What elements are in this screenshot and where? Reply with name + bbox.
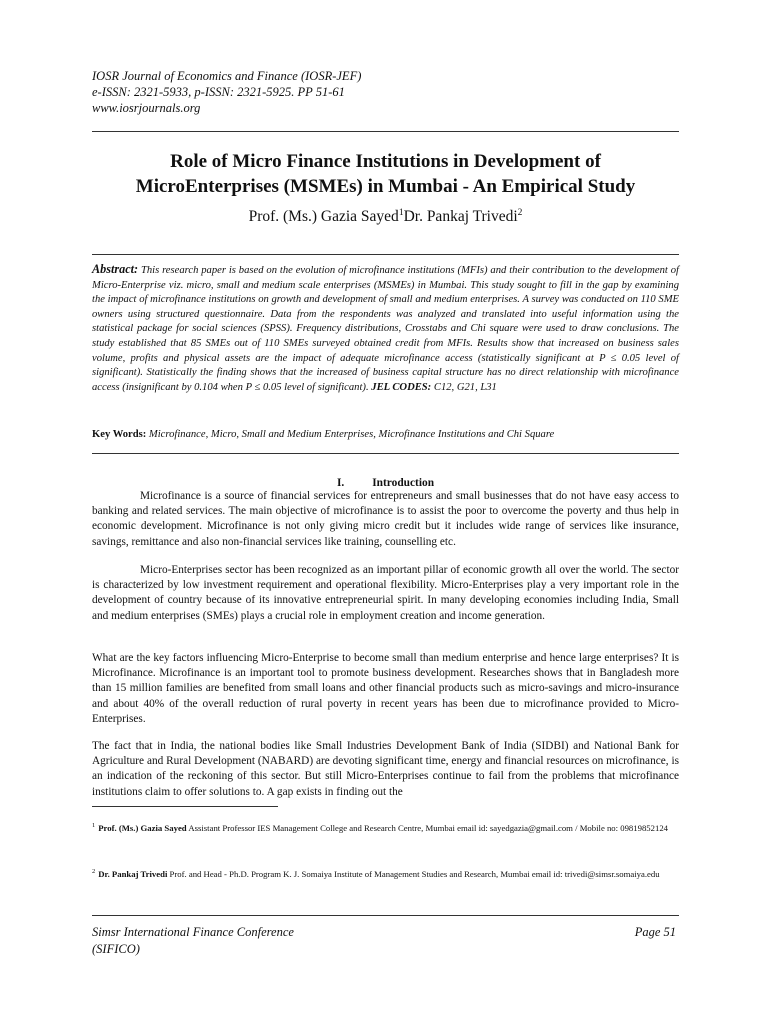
abstract: [92, 262, 679, 395]
author-1-footnote-mark: 1: [398, 208, 404, 218]
journal-header: [92, 68, 682, 116]
paper-title: [92, 149, 679, 199]
footnote-2-text: Prof. and Head - Ph.D. Program K. J. Somaiya Institute of Management Studies and Research, Mumbai email id: trivedi@simsr.somaiya.edu: [169, 869, 660, 879]
body-paragraph: Microfinance is a source of financial services for entrepreneurs and small businesses that do not have easy access to banking and related services. The main objective of microfinance is to assist the poor to overcome the poverty and thus help in economic development. Microfinance is not only giving micro credit but it includes wide range of services like insurance, savings, remittance and also non-financial services like training, counselling etc.: [92, 490, 679, 548]
abstract-bottom-divider: [92, 453, 679, 454]
section-number: I.: [336, 477, 345, 489]
author-1: Prof. (Ms.) Gazia Sayed: [248, 208, 399, 225]
abstract-top-divider: [92, 254, 679, 255]
journal-name: IOSR Journal of Economics and Finance (IOSR-JEF): [92, 69, 362, 83]
footer-conference-line-2: (SIFICO): [92, 942, 140, 956]
journal-website: www.iosrjournals.org: [92, 101, 201, 115]
journal-issn: e-ISSN: 2321-5933, p-ISSN: 2321-5925. PP 51-61: [92, 85, 345, 99]
footnote-1: [92, 817, 679, 839]
title-line-2: MicroEnterprises (MSMEs) in Mumbai - An Empirical Study: [135, 176, 636, 197]
abstract-label: Abstract:: [92, 262, 139, 276]
section-heading: [92, 476, 679, 490]
author-line: [92, 207, 679, 227]
footnote-1-mark: 1: [92, 822, 96, 829]
keywords-label: Key Words:: [92, 429, 147, 440]
page-number: Page 51: [634, 925, 676, 939]
keywords: [92, 428, 679, 443]
footnote-2: [92, 863, 679, 885]
title-line-1: Role of Micro Finance Institutions in Development of: [170, 151, 601, 172]
footer-conference: [92, 924, 294, 958]
body-paragraph: The fact that in India, the national bodies like Small Industries Development Bank of India (SIDBI) and National Bank for Agriculture and Rural Development (NABARD) are devoting significant time, energy and financial resources on microfinance, is an indication of the reckoning of this sector. But still Micro-Enterprises continue to fail from the problems that microfinance institutions claim to offer solutions to. A gap exists in finding out the: [92, 740, 679, 798]
footnote-divider: [92, 806, 278, 807]
author-2-footnote-mark: 2: [517, 208, 523, 218]
section-title: Introduction: [372, 477, 435, 489]
footnote-2-mark: 2: [92, 868, 96, 875]
abstract-text: This research paper is based on the evolution of microfinance institutions (MFIs) and their contribution to the development of Micro-Enterprise viz. micro, small and medium scale enterprises (MSMEs) in Mumbai. This study sought to fill in the gap by examining the impact of microfinance institutions on growth and development of small and medium enterprises. A survey was conducted on 110 SME owners using structured questionnaire. Data from the respondents was analyzed and translated into useful information using the statistical package for social sciences (SPSS). Frequency distributions, Crosstabs and Chi square were used to draw conclusions. The study established that 85 SMEs out of 110 SMEs surveyed obtained credit from MFIs. Results show that increased on business sales volume, profits and physical assets are the impact of adequate microfinance access (statistically significant at P ≤ 0.05 level of significant). Statistically the finding shows that the increased of business capital structure has no direct relationship with microfinance access (insignificant by 0.104 when P ≤ 0.05 level of significant).: [92, 265, 679, 393]
jel-codes: C12, G21, L31: [433, 381, 497, 393]
jel-label: JEL CODES:: [371, 381, 432, 393]
footer-divider: [92, 915, 679, 916]
body-paragraph: What are the key factors influencing Micro-Enterprise to become small than medium enterprise and hence large enterprises? It is Microfinance. Microfinance is an important tool to promote business development. Researches shows that in Bangladesh more than 15 million families are benefited from small loans and other financial products such as micro-savings and micro-insurance and about 40% of the overall reduction of rural poverty in recent years has been due to microfinance provided to Micro-Enterprises.: [92, 652, 679, 725]
keywords-text: Microfinance, Micro, Small and Medium Enterprises, Microfinance Institutions and Chi Square: [148, 429, 555, 440]
header-divider: [92, 131, 679, 132]
footnote-2-name: Dr. Pankaj Trivedi: [98, 869, 168, 879]
author-2: Dr. Pankaj Trivedi: [403, 208, 518, 225]
footer-conference-line-1: Simsr International Finance Conference: [92, 925, 294, 939]
footnote-1-name: Prof. (Ms.) Gazia Sayed: [98, 823, 187, 833]
footnote-1-text: Assistant Professor IES Management College and Research Centre, Mumbai email id: sayedgazia@gmail.com / Mobile no: 09819852124: [188, 823, 669, 833]
body-paragraph: Micro-Enterprises sector has been recognized as an important pillar of economic growth all over the world. The sector is characterized by low investment requirement and operational flexibility. Micro-Enterprises play a very important role in the development of country because of its innovative entrepreneurial spirit. In many developing economies including India, Small and medium enterprises (SMEs) plays a crucial role in employment creation and income generation.: [92, 564, 679, 622]
